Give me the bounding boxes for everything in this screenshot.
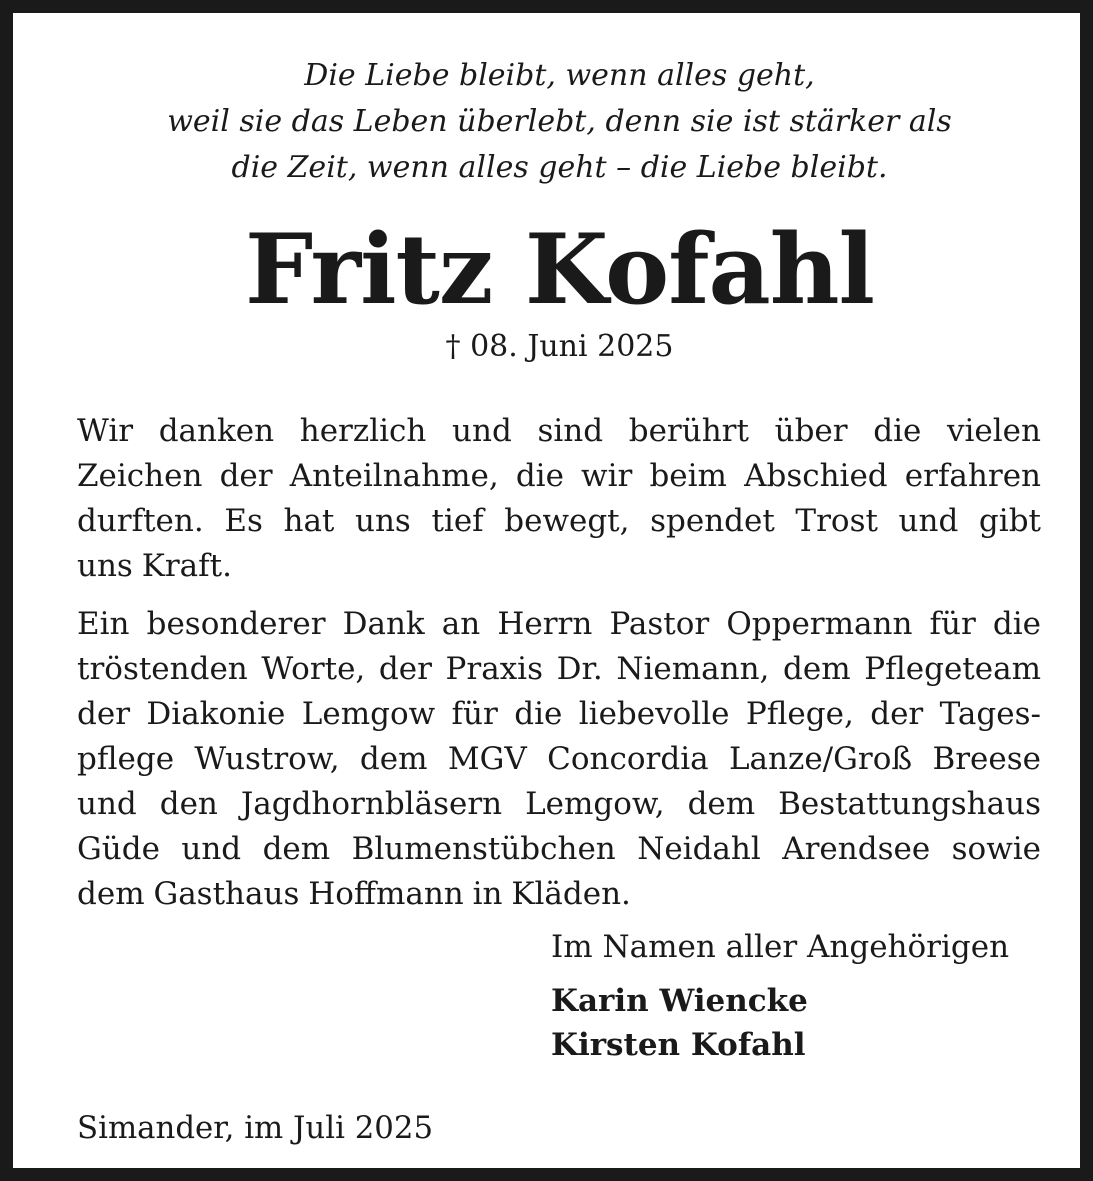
paragraph-line: Zeichen der Anteilnahme, die wir beim Abschied erfahren bbox=[77, 458, 1041, 494]
poem-line: die Zeit, wenn alles geht – die Liebe bleibt. bbox=[231, 150, 888, 185]
poem-line: weil sie das Leben überlebt, denn sie ist stärker als bbox=[167, 104, 952, 139]
death-date: † 08. Juni 2025 bbox=[445, 329, 674, 364]
paragraph-line: uns Kraft. bbox=[77, 548, 232, 584]
signature-names bbox=[551, 979, 1091, 1067]
paragraph-line: pflege Wustrow, dem MGV Concordia Lanze/Groß Breese bbox=[77, 741, 1041, 777]
deceased-name: Fritz Kofahl bbox=[245, 213, 874, 326]
paragraph-line: durften. Es hat uns tief bewegt, spendet Trost und gibt bbox=[77, 503, 1041, 539]
signatory-name: Kirsten Kofahl bbox=[551, 1027, 806, 1063]
special-thanks-paragraph bbox=[77, 602, 1041, 917]
thanks-paragraph bbox=[77, 409, 1041, 589]
place-and-date: Simander, im Juli 2025 bbox=[77, 1110, 434, 1146]
paragraph-line: Ein besonderer Dank an Herrn Pastor Oppermann für die bbox=[77, 606, 1041, 642]
paragraph-line: tröstenden Worte, der Praxis Dr. Niemann, dem Pflegeteam bbox=[77, 651, 1041, 687]
paragraph-line: und den Jagdhornbläsern Lemgow, dem Bestattungshaus bbox=[77, 786, 1041, 822]
signatory-name: Karin Wiencke bbox=[551, 983, 808, 1019]
signature-intro: Im Namen aller Angehörigen bbox=[551, 929, 1010, 965]
paragraph-line: Güde und dem Blumenstübchen Neidahl Arendsee sowie bbox=[77, 831, 1041, 867]
paragraph-line: dem Gasthaus Hoffmann in Kläden. bbox=[77, 876, 631, 912]
paragraph-line: der Diakonie Lemgow für die liebevolle Pflege, der Tages- bbox=[77, 696, 1041, 732]
paragraph-line: Wir danken herzlich und sind berührt über die vielen bbox=[77, 413, 1041, 449]
poem-line: Die Liebe bleibt, wenn alles geht, bbox=[304, 58, 815, 93]
memorial-poem bbox=[26, 53, 1093, 191]
